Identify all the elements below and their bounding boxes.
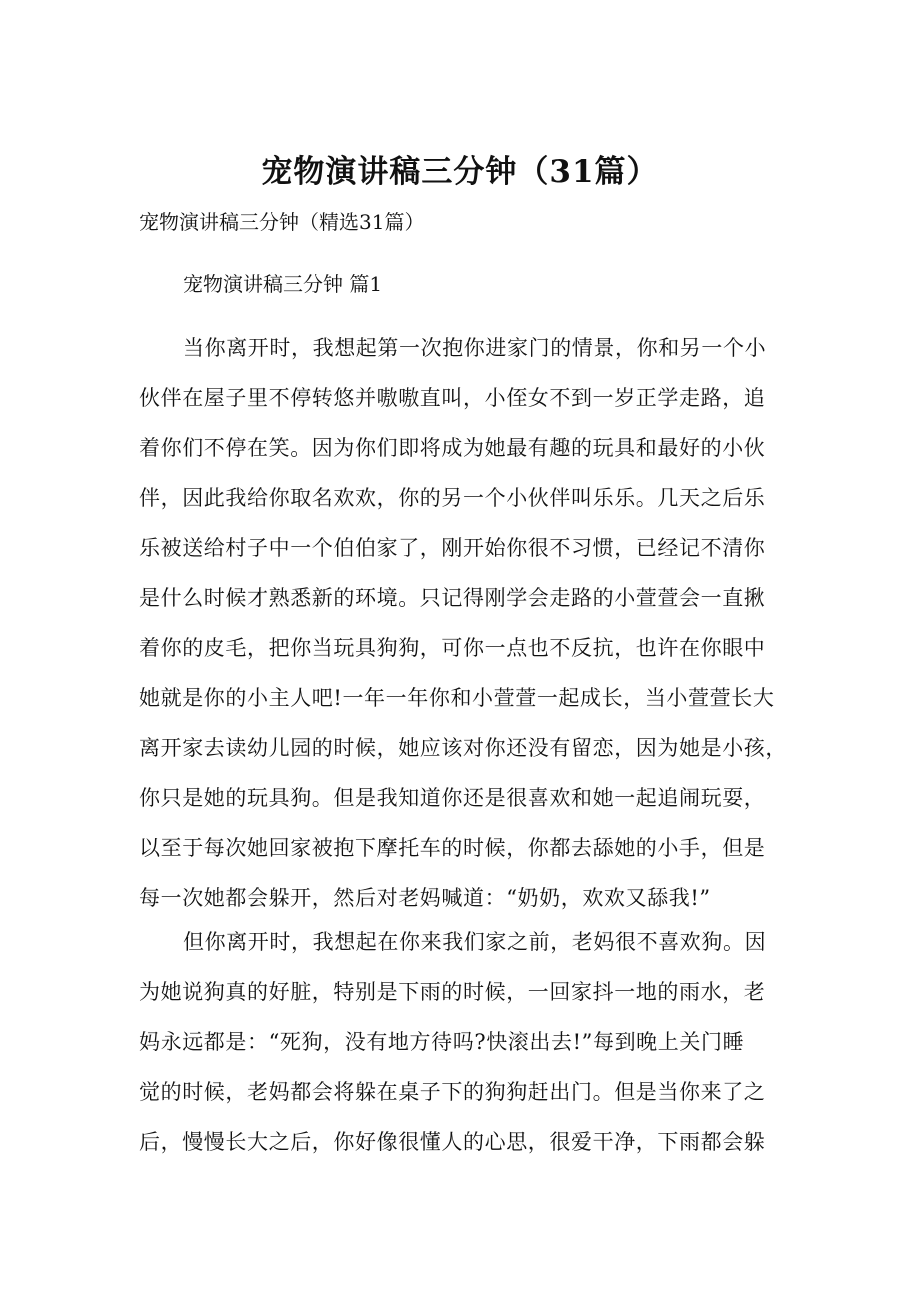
paragraph-line: 她就是你的小主人吧!一年一年你和小萱萱一起成长，当小萱萱长大 — [139, 686, 775, 710]
paragraph-line: 着你的皮毛，把你当玩具狗狗，可你一点也不反抗，也许在你眼中 — [139, 636, 766, 660]
paragraph-2 — [139, 917, 829, 1167]
paragraph-line: 每一次她都会躲开，然后对老妈喊道：“奶奶，欢欢又舔我!” — [139, 886, 711, 910]
paragraph-line: 为她说狗真的好脏，特别是下雨的时候，一回家抖一地的雨水，老 — [139, 980, 766, 1004]
paragraph-line: 是什么时候才熟悉新的环境。只记得刚学会走路的小萱萱会一直揪 — [139, 586, 766, 610]
section-heading: 宠物演讲稿三分钟 篇1 — [183, 272, 383, 296]
paragraph-1 — [139, 323, 829, 923]
paragraph-line: 伙伴在屋子里不停转悠并嗷嗷直叫，小侄女不到一岁正学走路，追 — [139, 386, 766, 410]
paragraph-line: 后，慢慢长大之后，你好像很懂人的心思，很爱干净，下雨都会躲 — [139, 1130, 766, 1154]
paragraph-line: 着你们不停在笑。因为你们即将成为她最有趣的玩具和最好的小伙 — [139, 436, 766, 460]
paragraph-line: 你只是她的玩具狗。但是我知道你还是很喜欢和她一起追闹玩耍， — [139, 786, 766, 810]
paragraph-line: 妈永远都是：“死狗，没有地方待吗?快滚出去!”每到晚上关门睡 — [139, 1030, 745, 1054]
paragraph-line: 离开家去读幼儿园的时候，她应该对你还没有留恋，因为她是小孩， — [139, 736, 787, 760]
paragraph-line: 乐被送给村子中一个伯伯家了，刚开始你很不习惯，已经记不清你 — [139, 536, 766, 560]
paragraph-line: 但你离开时，我想起在你来我们家之前，老妈很不喜欢狗。因 — [183, 930, 767, 954]
paragraph-line: 当你离开时，我想起第一次抱你进家门的情景，你和另一个小 — [183, 336, 767, 360]
paragraph-line: 觉的时候，老妈都会将躲在桌子下的狗狗赶出门。但是当你来了之 — [139, 1080, 766, 1104]
paragraph-line: 以至于每次她回家被抱下摩托车的时候，你都去舔她的小手，但是 — [139, 836, 766, 860]
document-subtitle: 宠物演讲稿三分钟（精选31篇） — [139, 210, 425, 234]
document-title: 宠物演讲稿三分钟（31篇） — [261, 154, 659, 190]
paragraph-line: 伴，因此我给你取名欢欢，你的另一个小伙伴叫乐乐。几天之后乐 — [139, 486, 766, 510]
